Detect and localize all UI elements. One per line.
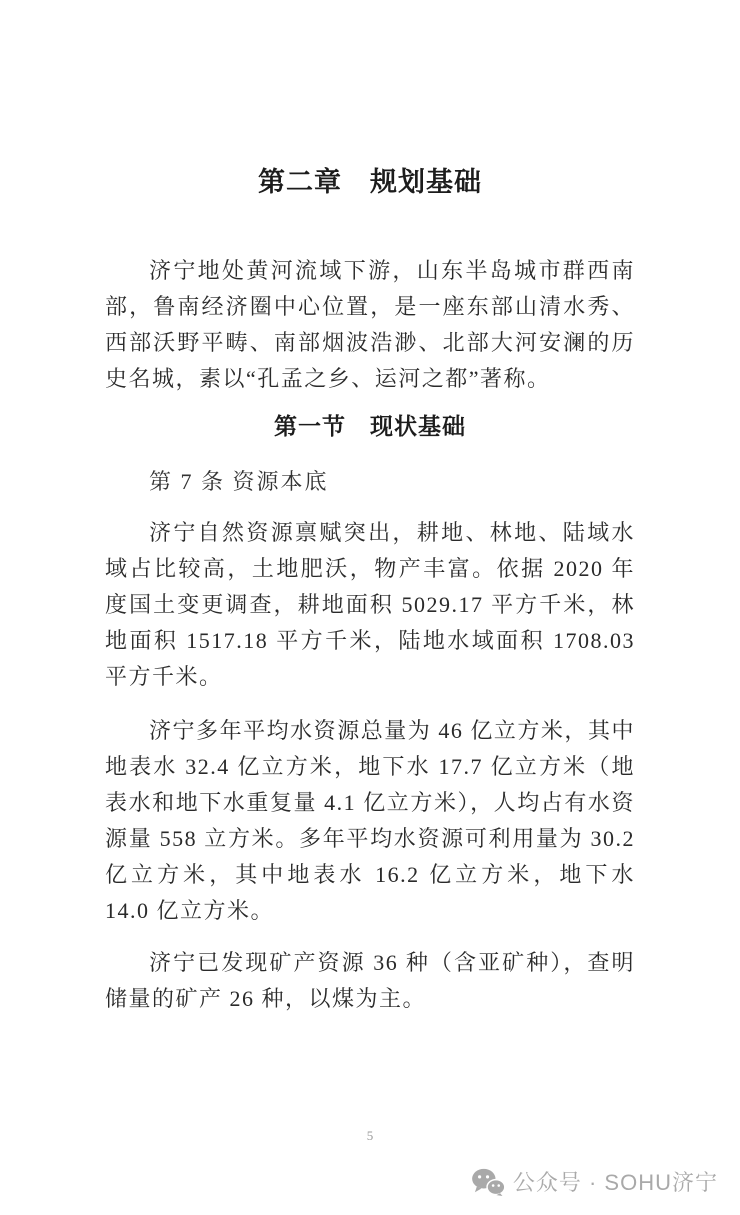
chapter-title: 第二章 规划基础 — [258, 167, 482, 197]
footer-watermark — [471, 1166, 718, 1197]
document-page — [0, 168, 740, 1215]
mineral-resources-paragraph: 济宁已发现矿产资源 36 种（含亚矿种），查明储量的矿产 26 种，以煤为主。 — [105, 950, 635, 1011]
article-heading: 第 7 条 资源本底 — [149, 469, 329, 494]
footer-watermark-label: 公众号 · SOHU济宁 — [512, 1170, 718, 1195]
section-title: 第一节 现状基础 — [274, 413, 466, 439]
resources-land-paragraph: 济宁自然资源禀赋突出，耕地、林地、陆域水域占比较高，土地肥沃，物产丰富。依据 2020 年度国土变更调查，耕地面积 5029.17 平方千米，林地面积 1517.18 平方千米，陆地水域面积 1708.03 平方千米。 — [105, 520, 635, 689]
page-number: 5 — [366, 1128, 374, 1143]
intro-paragraph: 济宁地处黄河流域下游，山东半岛城市群西南部，鲁南经济圈中心位置，是一座东部山清水秀、西部沃野平畴、南部烟波浩渺、北部大河安澜的历史名城，素以“孔孟之乡、运河之都”著称。 — [105, 258, 635, 391]
wechat-icon — [471, 1168, 505, 1196]
water-resources-paragraph: 济宁多年平均水资源总量为 46 亿立方米，其中地表水 32.4 亿立方米，地下水 17.7 亿立方米（地表水和地下水重复量 4.1 亿立方米），人均占有水资源量 558 立方米。多年平均水资源可利用量为 30.2 亿立方米，其中地表水 16.2 亿立方米，地下水 14.0 亿立方米。 — [105, 718, 635, 923]
